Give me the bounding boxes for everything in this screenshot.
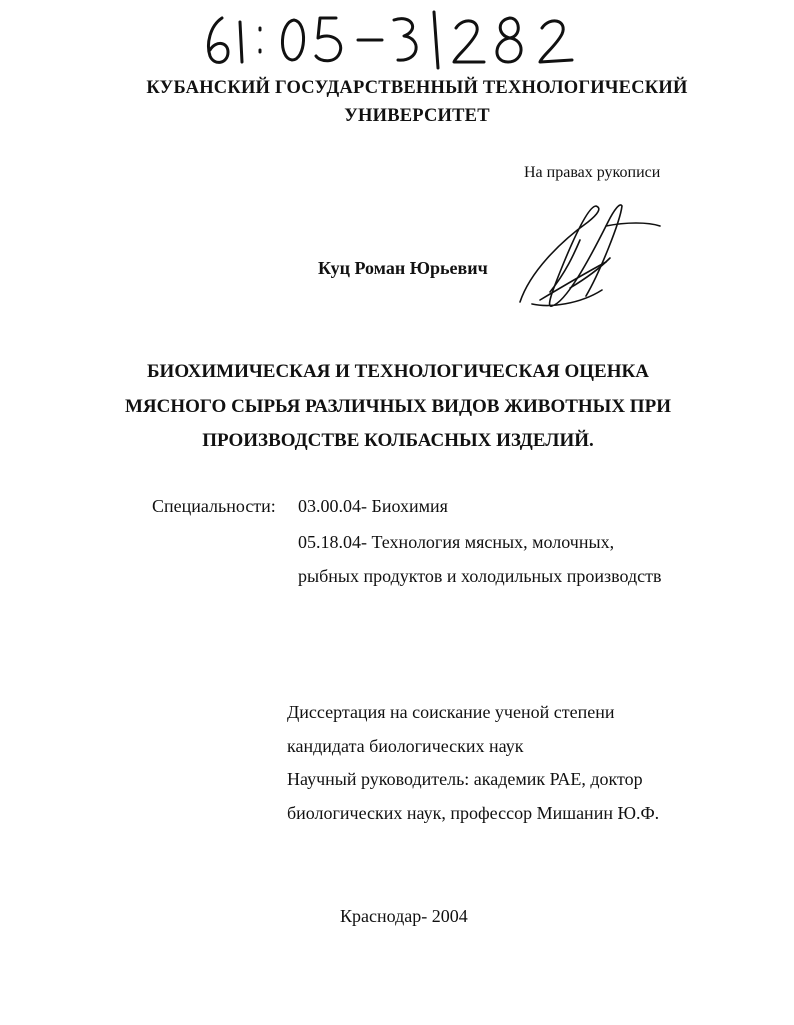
specialty-item-2-line-2: рыбных продуктов и холодильных производств: [298, 566, 662, 586]
university-line-1: КУБАНСКИЙ ГОСУДАРСТВЕННЫЙ ТЕХНОЛОГИЧЕСКИЙ: [146, 78, 688, 98]
title-line-2: МЯСНОГО СЫРЬЯ РАЗЛИЧНЫХ ВИДОВ ЖИВОТНЫХ ПРИ: [125, 395, 671, 417]
dissertation-line-1: Диссертация на соискание ученой степени: [287, 702, 615, 722]
supervisor-line-2: биологических наук, профессор Мишанин Ю.Ф.: [287, 803, 660, 823]
title-line-1: БИОХИМИЧЕСКАЯ И ТЕХНОЛОГИЧЕСКАЯ ОЦЕНКА: [147, 361, 649, 382]
author-name: Куц Роман Юрьевич: [318, 258, 488, 278]
university-line-2: УНИВЕРСИТЕТ: [344, 106, 490, 126]
dissertation-title: [60, 355, 736, 459]
city-year: Краснодар- 2004: [340, 906, 468, 926]
specialties-label: Специальности:: [152, 496, 276, 516]
supervisor-line-1: Научный руководитель: академик РАЕ, доктор: [287, 769, 643, 789]
specialty-item-2-line-1: 05.18.04- Технология мясных, молочных,: [298, 532, 615, 552]
signature: [510, 192, 680, 317]
manuscript-note: На правах рукописи: [524, 164, 661, 181]
handwritten-code: [198, 10, 598, 70]
university-name: [60, 74, 774, 130]
dissertation-line-2: кандидата биологических наук: [287, 736, 524, 756]
specialty-item-1: 03.00.04- Биохимия: [298, 496, 448, 516]
title-line-3: ПРОИЗВОДСТВЕ КОЛБАСНЫХ ИЗДЕЛИЙ.: [202, 430, 594, 451]
